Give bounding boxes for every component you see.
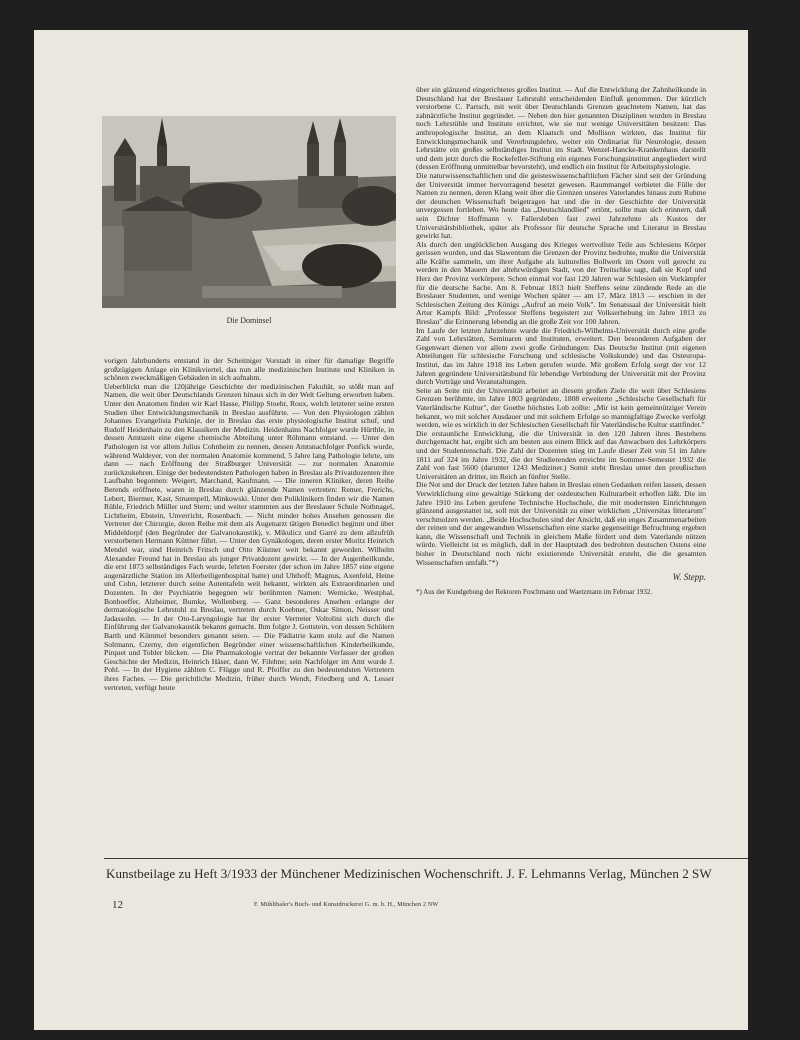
page-number: 12 xyxy=(112,899,123,911)
right-paragraph-7: Die Not und der Druck der letzten Jahre haben in Breslau einen Gedanken reifen lassen, dessen Verwirklichung eine gewaltige Stärkung der ostdeutschen Kulturarbeit erhoffen läßt. Die im Jahre 1910 ins Leben gerufene Technische Hochschule, die mit modernsten Einrichtungen glänzend ausgestattet ist, soll mit der Universität zu einer wirklichen „Universitas litterarum" verschmolzen werden. „Beide Hochschulen sind der Ansicht, daß ein enges Zusammenarbeiten der reinen und der angewandten Wissenschaften eine starke gegenseitige Befruchtung ergeben kann, die Wissenschaft und Technik in gleichem Maße fördert und dem Vaterlande nützen würde. Vielleicht ist es möglich, daß in der Hauptstadt des bedrohten deutschen Ostens eine bisher in Deutschland noch nicht existierende Universität ersteht, die die gesamten Wissenschaften umfaßt."*) xyxy=(416,480,706,567)
right-paragraph-6: Die erstaunliche Entwicklung, die die Universität in den 120 Jahren ihres Bestehens durchgemacht hat, ergibt sich am besten aus einem Blick auf das Anwachsen des Lehrkörpers und der Studentenschaft. Die Zahl der Dozenten stieg im Laufe dieser Zeit von 51 im Jahre 1811 auf 324 im Jahre 1932, die der Studierenden erreichte im Sommer-Semester 1932 die Zahl von fast 5600 (darunter 1243 Mediziner.) Somit steht Breslau unter den preußischen Universitäten an dritter, im Reich an fünfter Stelle. xyxy=(416,428,706,481)
right-paragraph-2: Die naturwissenschaftlichen und die geisteswissenschaftlichen Fächer sind seit der Gründung der Universität immer hervorragend besetzt gewesen. Raummangel verbietet die Fülle der Namen zu nennen, deren Klang weit über die Grenzen unseres Vaterlandes hinaus zum Ruhme der deutschen Wissenschaft beigetragen hat und die in der Geschichte der Universität unvergessen fortleben. Wo heute das „Deutschlandlied" ertönt, sollte man sich erinnern, daß sein Dichter Hoffmann v. Fallersleben fast zwei Jahrzehnte als Kustos der Universitätsbibliothek, später als Professor für deutsche Sprache und Literatur in Breslau gewirkt hat. xyxy=(416,170,706,241)
author-signature: W. Stepp. xyxy=(672,572,706,583)
photo-figure xyxy=(104,116,394,356)
footer-rule xyxy=(104,858,748,859)
left-paragraph-2: Ueberblickt man die 120jährige Geschichte der medizinischen Fakultät, so stößt man auf Namen, die weit über Deutschlands Grenzen hinaus sich in der Welt Geltung erworben haben. Unter den Anatomen finden wir Karl Hasse, Philipp Stoehr, Roux, welch letzterer seine ersten Studien über Entwicklungsmechanik in Breslau ausführte. — Von den Physiologen zählen Johannes Evangelista Purkinje, der in Breslau das erste physiologische Institut schuf, und Rudolf Heidenhain zu den Klassikern der Medizin. Heidenhains Nachfolger wurde Hürthle, in dessen Amtszeit eine eigene chemische Abteilung unter Röhmann entstand. — Unter den Pathologen ist vor allem Julius Cohnheim zu nennen, dessen Amtsnachfolger Ponfick wurde, während Waldeyer, von der normalen Anatomie kommend, 5 Jahre lang Pathologie lehrte, um dann — nach Eröffnung der Straßburger Universität — zur normalen Anatomie zurückzukehren. Einige der bedeutendsten Pathologen haben in Breslau als Privatdozenten ihre Laufbahn begonnen: Weigert, Marchand, Kaufmann. — Die inneren Kliniker, deren Reihe Berends eröffnete, waren in Breslau durch glänzende Namen vertreten: Remer, Frerichs, Lebert, Biermer, Kast, Struempell, Minkowski. Unter den Poliklinikern finden wir die Namen Rühle, Friedrich Müller und Stern; und weiter stammten aus der Breslauer Schule Nothnagel, Lichtheim, Ebstein, Unverricht, Rosenbach. — Nicht minder hohes Ansehen genossen die Vertreter der Chirurgie, deren Reihe mit dem als Augenarzt tätigen Benedict beginnt und über Middeldorpf (den Begründer der Galvanokaustik), v. Mikulicz und Garré zu dem allzufrüh verstorbenen Hermann Küttner führt. — Unter den Gynäkologen, deren erster Moritz Heinrich Mendel war, sind Heinrich Fritsch und Otto Küstner weit bekannt geworden. Wilhelm Alexander Freund hat in Breslau als junger Privatdozent gewirkt. — In der Augenheilkunde, die erst 1873 selbständiges Fach wurde, lehrten Foerster (der schon im Jahre 1857 eine eigene augenärztliche Station im Allerheiligenhospital hatte) und Uhthoff; Magnus, Axenfeld, Heine und Cohn, letzterer durch seine Autentafeln weit bekannt, wirkten als Extraordinarien und Dozenten. In der Psychiatrie begegnen wir berühmten Namen: Wernicke, Westphal, Bonhoeffer, Alzheimer, Bumke, Wollenberg. — Ganz besonderes Ansehen erlangte der dermatologische Lehrstuhl zu Breslau, vertreten durch Koebner, Oskar Simon, Neisser und Jadassohn. — In der Oto-Laryngologie hat ihr erster Vertreter Voltolini sich durch die Einführung der Galvanokaustik bekannt gemacht. Ihm folgte J. Gottstein, von dessen Schülern Barth und Kümmel besonders genannt seien. — Die Pädiatrie kann stolz auf die Namen Soltmann, Czerny, den eigentlichen Begründer einer wissenschaftlichen Kinderheilkunde, Pirquet und Tobler blicken. — Die Pharmakologie vertrat der bekannte Verfasser der großen Geschichte der Medizin, Heinrich Häser, dann W. Filehne; sein Nachfolger im Amt wurde J. Pohl. — In der Hygiene zählten C. Flügge und R. Pfeiffer zu den bedeutendsten Vertretern ihres Faches. — Die gerichtliche Medizin, früher durch Wendt, Friedberg und A. Lesser vertreten, verfügt heute xyxy=(104,381,394,692)
footnote: *) Aus der Kundgebung der Rektoren Poschmann und Waetzmann im Februar 1932. xyxy=(416,587,653,596)
right-paragraph-5: Seite an Seite mit der Universität arbeitet an diesem großen Ziele die weit über Schlesiens Grenzen berühmte, im Jahre 1803 gegründete, 1808 erweiterte „Schlesische Gesellschaft für Vaterländische Kultur", der Goethe höchstes Lob zollte: „Mir ist kein gemeinnütziger Verein bekannt, wo mit solcher Ausdauer und mit solchem Erfolge so mannigfaltige Zwecke verfolgt werden, wie es wirklich in der Schlesischen Gesellschaft für Vaterländische Kultur stattfindet." xyxy=(416,385,706,430)
printed-page xyxy=(34,30,748,1030)
left-column-text xyxy=(104,357,394,857)
right-column-text xyxy=(416,86,706,856)
left-paragraph-1: vorigen Jahrhunderts entstand in der Scheitniger Vorstadt in einer für damalige Begriffe großzügigen Anlage ein Klinikviertel, das nun alle medizinischen Institute und Kliniken in schönen zweckmäßigen Gebäuden in sich aufnahm. xyxy=(104,357,394,383)
photo-caption: Die Dominsel xyxy=(226,316,272,325)
printer-imprint: F. Mühlthaler's Buch- und Kunstdruckerei G. m. b. H., München 2 NW xyxy=(254,902,439,908)
dominsel-photo xyxy=(102,116,396,308)
right-paragraph-3: Als durch den unglücklichen Ausgang des Krieges wertvollste Teile aus Schlesiens Körper gerissen wurden, und das Slawentum die Grenzen der Provinz bedrohte, mußte die Universität alle Kräfte sammeln, um ihrer Aufgabe als kulturelles Bollwerk im Osten voll gerecht zu werden in den Mauern der altehrwürdigen Stadt, von der Treitschke sagt, daß sie Kopf und Herz der Provinz verkörpere. Schon einmal vor fast 120 Jahren war Schlesien ein Vorkämpfer für die deutsche Sache. Am 8. Februar 1813 hielt Steffens seine zündende Rede an die Breslauer Studenten, und wenige Wochen später — am 17. März 1813 — erschien in der Schlesischen Zeitung des Königs „Aufruf an mein Volk". Im Senatssaal der Universität hielt Artur Kampfs Bild: „Professor Steffens begeistert zur Volkserhebung im Jahre 1813 zu Breslau" die Erinnerung lebendig an die große Zeit vor 100 Jahren. xyxy=(416,239,706,327)
right-paragraph-1: über ein glänzend eingerichtetes großes Institut. — Auf die Entwicklung der Zahnheilkunde in Deutschland hat der Breslauer Lehrstuhl entscheidenden Einfluß genommen. Der kürzlich verstorbene C. Partsch, mit weit über Deutschlands Grenzen geachtetem Namen, hat das zahnärztliche Institut gegründet. — Neben den hier genannten Disziplinen wurden in Breslau noch Lehrstühle und Institute errichtet, wie sie nur wenige Universitäten besitzen: Das anthropologische Institut, an dem Klaatsch und Mollison wirkten, das Institut für Entwicklungsmechanik und Vererbungslehre, weiter ein Ordinariat für Neurologie, dessen Lehrstätte ein großes selbständiges Institut im Stadt. Wenzel-Hancke-Krankenhaus darstellt und dem jetzt durch die Rockefeller-Stiftung ein eigenes Forschungsinstitut angegliedert wird (dessen Eröffnung unmittelbar bevorsteht), und endlich ein Institut für Arbeitsphysiologie. xyxy=(416,86,706,172)
footer-publication-line: Kunstbeilage zu Heft 3/1933 der Münchener Medizinischen Wochenschrift. J. F. Lehmanns Verlag, München 2 SW xyxy=(106,866,712,881)
right-paragraph-4: Im Laufe der letzten Jahrzehnte wurde die Friedrich-Wilhelms-Universität durch eine große Zahl von Lehrstätten, Seminaren und Instituten, erweitert. Den besonderen Aufgaben der Gegenwart dienen vor allem zwei große Gründungen: Das Deutsche Institut (mit eigenen Abteilungen für schlesische Forschung und schlesische Volkskunde) und das Osteuropa-Institut, das im Jahre 1918 ins Leben gerufen wurde. Mit großem Erfolg sorgt der vor 12 Jahren gegründete Universitätsbund für lebendige Verbindung der Universität mit der Provinz durch Vorträge und Veranstaltungen. xyxy=(416,325,706,387)
